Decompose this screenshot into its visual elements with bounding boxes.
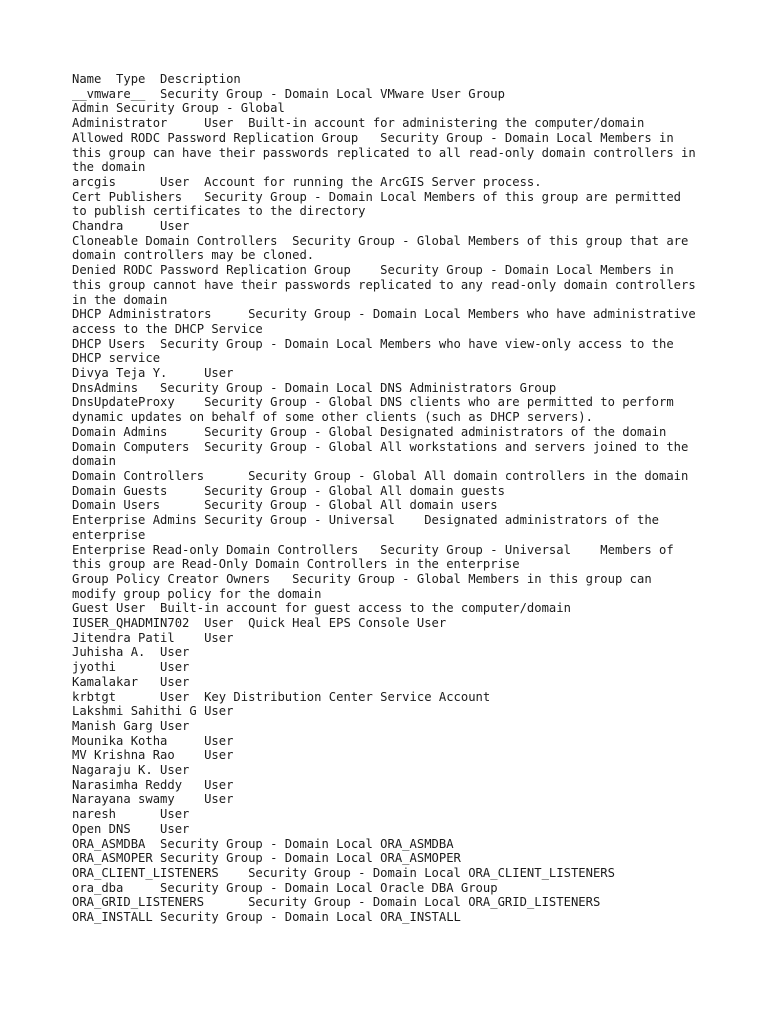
text-line: Admin Security Group - Global [72, 101, 285, 116]
text-line: ora_dba Security Group - Domain Local Oracle DBA Group [72, 880, 498, 895]
text-line: ORA_GRID_LISTENERS Security Group - Domain Local ORA_GRID_LISTENERS [72, 895, 601, 910]
text-line: Mounika Kotha User [72, 733, 234, 748]
text-line: Domain Guests Security Group - Global All domain guests [72, 483, 505, 498]
text-line: DnsUpdateProxy Security Group - Global DNS clients who are permitted to perform dynamic updates on behalf of some other clients (such as DHCP servers). [72, 395, 682, 425]
text-line: ORA_CLIENT_LISTENERS Security Group - Domain Local ORA_CLIENT_LISTENERS [72, 865, 615, 880]
text-line: Nagaraju K. User [72, 763, 190, 778]
text-line: Narayana swamy User [72, 792, 234, 807]
text-line: Guest User Built-in account for guest access to the computer/domain [72, 601, 571, 616]
text-line: Chandra User [72, 219, 190, 234]
text-line: Kamalakar User [72, 674, 190, 689]
text-line: MV Krishna Rao User [72, 748, 234, 763]
text-line: DHCP Users Security Group - Domain Local Members who have view-only access to the DHCP service [72, 336, 682, 366]
text-line: Enterprise Read-only Domain Controllers Security Group - Universal Members of this group are Read-Only Domain Controllers in the enterprise [72, 542, 682, 572]
text-line: __vmware__ Security Group - Domain Local VMware User Group [72, 86, 505, 101]
text-line: Jitendra Patil User [72, 630, 234, 645]
text-line: Juhisha A. User [72, 645, 190, 660]
text-line: Domain Computers Security Group - Global All workstations and servers joined to the domain [72, 439, 696, 469]
text-line: Manish Garg User [72, 718, 190, 733]
text-line: naresh User [72, 807, 190, 822]
text-line: Divya Teja Y. User [72, 366, 234, 381]
text-line: Allowed RODC Password Replication Group Security Group - Domain Local Members in this group can have their passwords replicated to all read-only domain controllers in the domain [72, 130, 704, 175]
text-line: DnsAdmins Security Group - Domain Local DNS Administrators Group [72, 380, 557, 395]
text-line: Cert Publishers Security Group - Domain Local Members of this group are permitted to publish certificates to the directory [72, 189, 689, 219]
document-body [72, 72, 704, 925]
text-line: DHCP Administrators Security Group - Domain Local Members who have administrative access to the DHCP Service [72, 307, 704, 336]
text-line: Domain Users Security Group - Global All domain users [72, 498, 498, 513]
text-line: Name Type Description [72, 72, 241, 86]
text-line: IUSER_QHADMIN702 User Quick Heal EPS Console User [72, 616, 447, 631]
text-line: krbtgt User Key Distribution Center Service Account [72, 689, 491, 704]
text-line: arcgis User Account for running the ArcGIS Server process. [72, 174, 542, 189]
text-line: Enterprise Admins Security Group - Universal Designated administrators of the enterprise [72, 513, 667, 542]
text-line: Open DNS User [72, 821, 190, 836]
text-line: jyothi User [72, 660, 190, 675]
text-line: Denied RODC Password Replication Group Security Group - Domain Local Members in this group cannot have their passwords replicated to any read-only domain controllers in the domain [72, 263, 704, 307]
text-line: Domain Controllers Security Group - Global All domain controllers in the domain [72, 468, 689, 483]
text-line: ORA_ASMDBA Security Group - Domain Local ORA_ASMDBA [72, 836, 454, 851]
text-line: ORA_ASMOPER Security Group - Domain Local ORA_ASMOPER [72, 851, 461, 866]
text-line: Narasimha Reddy User [72, 777, 234, 792]
text-line: Lakshmi Sahithi G User [72, 704, 234, 719]
text-line: Cloneable Domain Controllers Security Group - Global Members of this group that are domain controllers may be cloned. [72, 233, 696, 263]
text-line: Administrator User Built-in account for administering the computer/domain [72, 116, 645, 131]
text-line: Group Policy Creator Owners Security Group - Global Members in this group can modify group policy for the domain [72, 571, 660, 601]
text-line: Domain Admins Security Group - Global Designated administrators of the domain [72, 424, 667, 439]
text-line: ORA_INSTALL Security Group - Domain Local ORA_INSTALL [72, 910, 461, 925]
